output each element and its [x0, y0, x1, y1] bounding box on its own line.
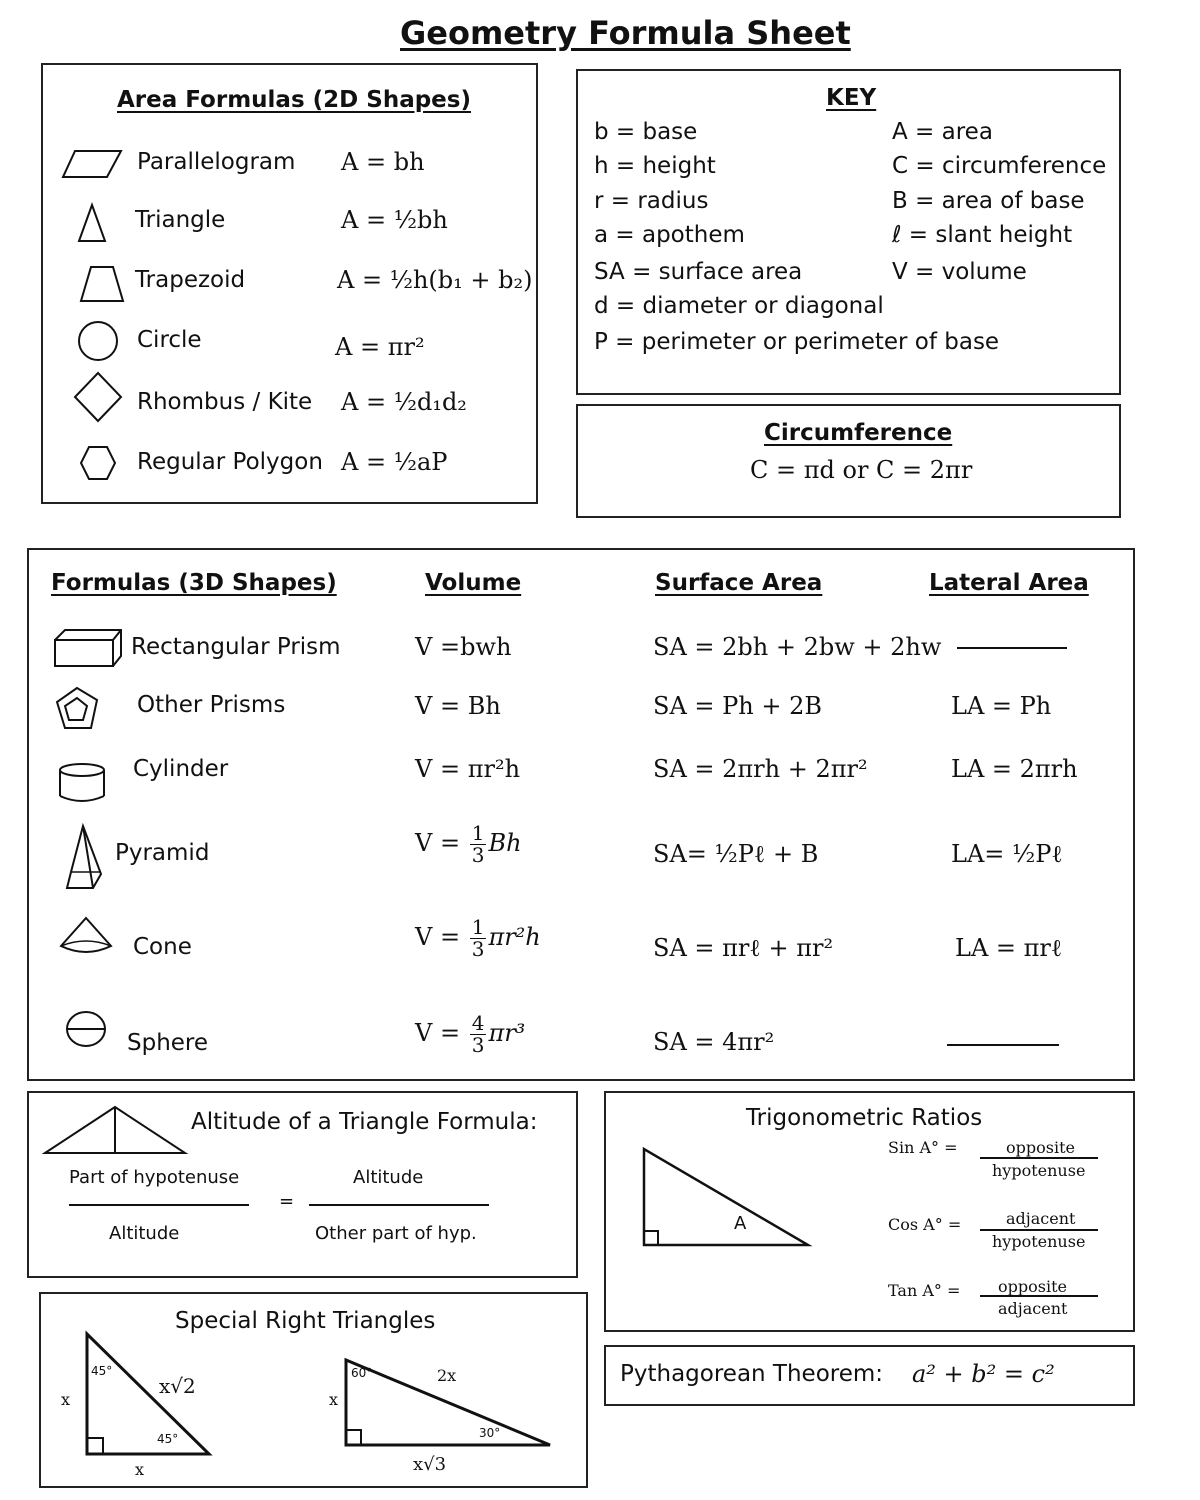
fraction-bar: [69, 1204, 249, 1206]
lateral-blank: [947, 1044, 1059, 1046]
page-title: Geometry Formula Sheet: [400, 14, 851, 52]
altitude-numerator-left: Part of hypotenuse: [69, 1167, 240, 1188]
cos-numerator: adjacent: [1006, 1209, 1076, 1228]
pythagorean-box: [604, 1345, 1135, 1406]
solid-name: Cylinder: [133, 756, 229, 782]
trig-box: [604, 1091, 1135, 1332]
sin-denominator: hypotenuse: [992, 1161, 1086, 1180]
volume-formula: [415, 917, 541, 960]
cos-label: Cos A° =: [888, 1215, 962, 1234]
area-formulas-box: [41, 63, 538, 504]
pentagonal-prism-icon: [55, 686, 101, 734]
altitude-denominator-right: Other part of hyp.: [315, 1223, 477, 1244]
trapezoid-icon: [79, 265, 125, 303]
cone-icon: [59, 916, 113, 956]
altitude-equals: =: [279, 1191, 295, 1212]
fraction-denominator: 3: [471, 937, 485, 961]
key-item: b = base: [594, 119, 698, 145]
right-triangle-icon: [642, 1147, 810, 1247]
solids-heading: Formulas (3D Shapes): [51, 570, 337, 596]
sin-label: Sin A° =: [888, 1138, 958, 1157]
rectangular-prism-icon: [53, 628, 123, 668]
fraction-numerator: 4: [471, 1011, 485, 1035]
area-formula: A = ½aP: [341, 448, 448, 476]
area-name: Regular Polygon: [137, 449, 323, 475]
leg-label-bottom: x√3: [413, 1454, 447, 1475]
fraction-bar: [309, 1204, 489, 1206]
hypotenuse-label: x√2: [159, 1374, 196, 1398]
pyramid-icon: [65, 824, 105, 890]
circumference-formula: C = πd or C = 2πr: [750, 456, 973, 484]
angle-label-bottom: 45°: [157, 1432, 179, 1446]
key-item: a = apothem: [594, 222, 745, 248]
special-triangles-box: [39, 1292, 588, 1488]
lateral-blank: [957, 647, 1067, 649]
volume-prefix: V =: [415, 1019, 468, 1047]
key-item: V = volume: [892, 259, 1027, 285]
volume-formula: [415, 1013, 525, 1056]
altitude-numerator-right: Altitude: [353, 1167, 424, 1188]
circumference-heading: Circumference: [764, 420, 953, 446]
trig-heading: Trigonometric Ratios: [746, 1105, 983, 1131]
lateral-formula: LA = πrℓ: [955, 934, 1063, 962]
key-item: B = area of base: [892, 188, 1085, 214]
volume-formula: [415, 823, 522, 866]
volume-suffix: Bh: [488, 829, 522, 857]
surface-formula: SA = 4πr²: [653, 1028, 775, 1056]
angle-label-top: 60°: [351, 1366, 373, 1380]
area-formula: A = ½d₁d₂: [341, 388, 467, 416]
area-name: Parallelogram: [137, 149, 296, 175]
key-box: [576, 69, 1121, 395]
area-formula: A = πr²: [335, 333, 425, 361]
lateral-area-heading: Lateral Area: [929, 570, 1089, 596]
key-item: ℓ = slant height: [892, 222, 1073, 248]
angle-label-top: 45°: [91, 1364, 113, 1378]
surface-formula: SA = 2πrh + 2πr²: [653, 755, 868, 783]
leg-label-side: x: [61, 1390, 71, 1409]
tan-label: Tan A° =: [888, 1281, 961, 1300]
triangle-icon: [77, 203, 107, 243]
key-heading: KEY: [826, 85, 877, 111]
lateral-formula: LA= ½Pℓ: [951, 840, 1063, 868]
parallelogram-icon: [61, 149, 123, 179]
key-item: r = radius: [594, 188, 709, 214]
circle-icon: [77, 320, 119, 362]
rhombus-icon: [73, 371, 123, 423]
circumference-box: [576, 404, 1121, 518]
area-name: Triangle: [135, 207, 226, 233]
lateral-formula: LA = 2πrh: [951, 755, 1078, 783]
solid-name: Cone: [133, 934, 192, 960]
hypotenuse-label: 2x: [437, 1366, 457, 1385]
volume-formula: V =bwh: [415, 633, 512, 661]
key-item: C = circumference: [892, 153, 1107, 179]
volume-suffix: πr³: [488, 1019, 526, 1047]
area-heading: Area Formulas (2D Shapes): [117, 87, 471, 113]
fraction-bar: [980, 1157, 1098, 1159]
lateral-formula: LA = Ph: [951, 692, 1052, 720]
surface-formula: SA = 2bh + 2bw + 2hw: [653, 633, 942, 661]
fraction-bar: [980, 1295, 1098, 1297]
volume-suffix: πr²h: [488, 923, 541, 951]
altitude-heading: Altitude of a Triangle Formula:: [191, 1109, 538, 1135]
volume-prefix: V =: [415, 829, 468, 857]
surface-formula: SA = πrℓ + πr²: [653, 934, 834, 962]
tan-denominator: adjacent: [998, 1299, 1068, 1318]
altitude-denominator-left: Altitude: [109, 1223, 180, 1244]
solid-name: Rectangular Prism: [131, 634, 341, 660]
leg-label-bottom: x: [135, 1460, 145, 1479]
special-heading: Special Right Triangles: [175, 1308, 436, 1334]
key-item: SA = surface area: [594, 259, 803, 285]
fraction-denominator: 3: [471, 843, 485, 867]
area-name: Circle: [137, 327, 202, 353]
key-item: d = diameter or diagonal: [594, 293, 884, 319]
area-name: Trapezoid: [135, 267, 246, 293]
leg-label-side: x: [329, 1390, 339, 1409]
key-item: h = height: [594, 153, 716, 179]
altitude-box: [27, 1091, 578, 1278]
angle-label: A: [734, 1213, 747, 1234]
surface-formula: SA = Ph + 2B: [653, 692, 823, 720]
area-formula: A = ½h(b₁ + b₂): [337, 266, 533, 294]
pythagorean-formula: a² + b² = c²: [912, 1360, 1055, 1388]
area-formula: A = bh: [341, 148, 425, 176]
volume-fraction: [470, 917, 487, 960]
solid-name: Sphere: [127, 1030, 209, 1056]
volume-fraction: [470, 1013, 487, 1056]
altitude-triangle-icon: [43, 1103, 187, 1159]
volume-fraction: [470, 823, 487, 866]
angle-label-bottom: 30°: [479, 1426, 501, 1440]
surface-area-heading: Surface Area: [655, 570, 823, 596]
key-item: P = perimeter or perimeter of base: [594, 329, 1000, 355]
solids-box: [27, 548, 1135, 1081]
sphere-icon: [65, 1010, 107, 1048]
key-item: A = area: [892, 119, 993, 145]
fraction-numerator: 1: [471, 821, 485, 845]
volume-formula: V = Bh: [415, 692, 501, 720]
solid-name: Other Prisms: [137, 692, 286, 718]
sin-numerator: opposite: [1006, 1138, 1075, 1157]
cylinder-icon: [57, 762, 107, 804]
area-formula: A = ½bh: [341, 206, 448, 234]
fraction-denominator: 3: [471, 1033, 485, 1057]
volume-formula: V = πr²h: [415, 755, 521, 783]
hexagon-icon: [79, 445, 117, 481]
fraction-bar: [980, 1229, 1098, 1231]
fraction-numerator: 1: [471, 915, 485, 939]
tan-numerator: opposite: [998, 1277, 1067, 1296]
surface-formula: SA= ½Pℓ + B: [653, 840, 819, 868]
cos-denominator: hypotenuse: [992, 1232, 1086, 1251]
pythagorean-label: Pythagorean Theorem:: [620, 1361, 884, 1387]
area-name: Rhombus / Kite: [137, 389, 313, 415]
volume-prefix: V =: [415, 923, 468, 951]
solid-name: Pyramid: [115, 840, 210, 866]
volume-heading: Volume: [425, 570, 522, 596]
